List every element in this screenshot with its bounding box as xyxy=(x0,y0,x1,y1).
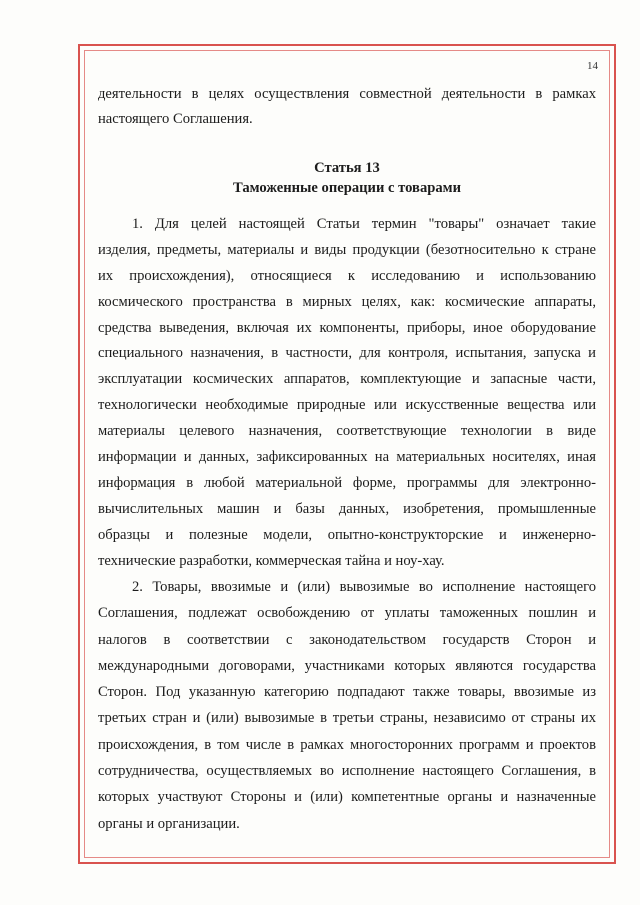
text-line: настоящего Соглашения. xyxy=(98,111,253,127)
article-title: Таможенные операции с товарами xyxy=(233,180,461,196)
text-line: которых участвуют Стороны и (или) компетентные органы и назначенные xyxy=(98,789,596,806)
text-line: материалы целевого назначения, соответствующие технологии в виде xyxy=(98,423,596,440)
text-line: органы и организации. xyxy=(98,815,240,832)
text-line: третьих стран и (или) вывозимые в третьи страны, независимо от страны их xyxy=(98,710,596,727)
text-line: Сторон. Под указанную категорию подпадают также товары, ввозимые из xyxy=(98,684,596,701)
paragraph-1 xyxy=(98,212,596,574)
text-line: международными договорами, участниками которых являются государства xyxy=(98,657,596,674)
text-line: космического пространства в мирных целях, как: космические аппараты, xyxy=(98,293,596,310)
text-line: изделия, предметы, материалы и виды продукции (безотносительно к стране xyxy=(98,241,596,258)
text-line: специального назначения, в частности, для контроля, испытания, запуска и xyxy=(98,345,596,362)
intro-text xyxy=(98,82,596,132)
text-line: технологически необходимые природные или искусственные вещества или xyxy=(98,397,596,414)
text-line: средства выведения, включая их компоненты, приборы, иное оборудование xyxy=(98,319,596,336)
page-number: 14 xyxy=(587,60,598,72)
text-line: происхождения, в том числе в рамках многосторонних программ и проектов xyxy=(98,736,596,753)
paragraph-2 xyxy=(98,574,596,837)
text-line: информация в любой материальной форме, программы для электронно- xyxy=(98,474,596,491)
text-line: информации и данных, зафиксированных на материальных носителях, иная xyxy=(98,449,596,466)
text-line: Соглашения, подлежат освобождению от уплаты таможенных пошлин и xyxy=(98,605,596,622)
text-line: деятельности в целях осуществления совместной деятельности в рамках xyxy=(98,86,596,102)
text-line: 1. Для целей настоящей Статьи термин "товары" означает такие xyxy=(132,216,596,232)
article-number: Статья 13 xyxy=(314,160,380,176)
text-line: сотрудничества, осуществляемых во исполнение настоящего Соглашения, в xyxy=(98,763,596,780)
text-line: эксплуатации космических аппаратов, комплектующие и запасные части, xyxy=(98,371,596,388)
text-line: вычислительных машин и базы данных, изобретения, промышленные xyxy=(98,500,596,517)
text-line: образцы и полезные модели, опытно-конструкторские и инженерно- xyxy=(98,526,596,543)
text-line: их происхождения), относящиеся к исследованию и использованию xyxy=(98,267,596,284)
text-line: технические разработки, коммерческая тайна и ноу-хау. xyxy=(98,552,445,569)
text-line: налогов в соответствии с законодательством государств Сторон и xyxy=(98,631,596,648)
text-line: 2. Товары, ввозимые и (или) вывозимые во исполнение настоящего xyxy=(132,579,596,595)
